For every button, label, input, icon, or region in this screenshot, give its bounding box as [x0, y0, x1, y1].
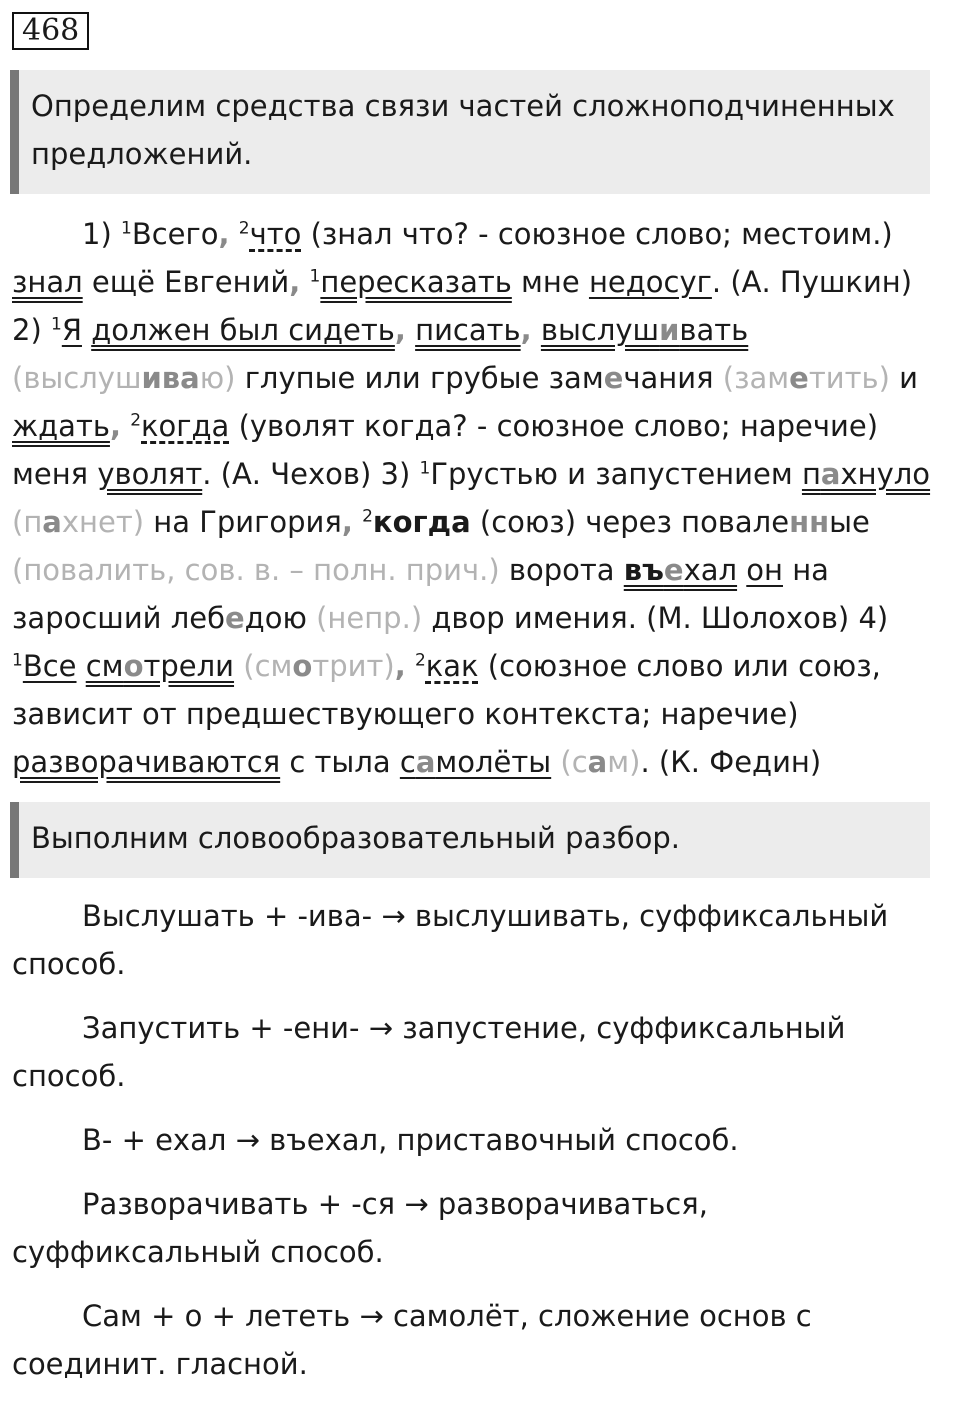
header-text: Определим средства связи частей сложноподчиненных предложений.: [31, 89, 895, 171]
derivation-line: Выслушать + -ива- → выслушивать, суффиксальный способ.: [12, 899, 889, 981]
derivation-line: В- + ехал → въехал, приставочный способ.: [82, 1123, 739, 1157]
exercise-number: 468: [12, 12, 89, 50]
derivation-line: Сам + о + лететь → самолёт, сложение основ с соединит. гласной.: [12, 1299, 812, 1381]
item-number: 1): [82, 217, 112, 251]
section-header-1: [10, 70, 930, 194]
section-header-2: [10, 802, 930, 878]
derivation-line: Разворачивать + -ся → разворачиваться, суффиксальный способ.: [12, 1187, 708, 1269]
header-text: Выполним словообразовательный разбор.: [31, 821, 680, 855]
sentence-analysis-paragraph: 1) $^1$Всего, $^2$что (знал что? - союзное слово; местоим.) знал ещё Евгений, $^1$пересказать мне недосуг. (А. Пушкин) 2) $^1$Я должен был сидеть, писать, выслушивать (выслушиваю) глупые или грубые замечания (заметить) и ждать, $^2$когда (уволят когда? - союзное слово; наречие) меня уволят. (А. Чехов) 3) $^1$Грустью и запустением пахнуло (пахнет) на Григория, $^2$когда (союз) через поваленные (повалить, сов. в. – полн. прич.) ворота въехал он на заросший лебедою (непр.) двор имения. (М. Шолохов) 4) $^1$Все смотрели (смотрит), $^2$как (союзное слово или союз, зависит от предшествующего контекста; наречие) разворачиваются с тыла самолёты (сам). (К. Федин): [12, 217, 931, 779]
derivation-line: Запустить + -ени- → запустение, суффиксальный способ.: [12, 1011, 846, 1093]
